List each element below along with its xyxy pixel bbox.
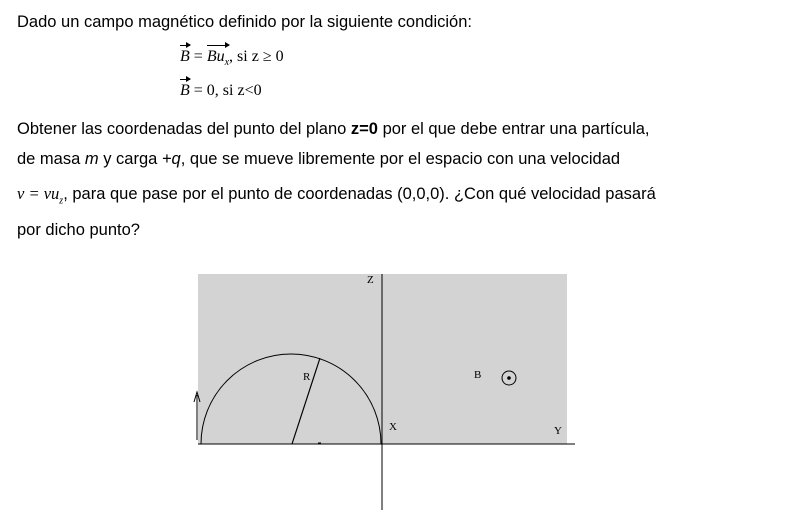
r-label: R: [303, 371, 311, 383]
b-vector-symbol: B: [180, 82, 190, 99]
y-axis-label: Y: [554, 425, 562, 437]
b-label: B: [474, 369, 482, 381]
problem-line-1: Obtener las coordenadas del punto del plano z=0 por el que debe entrar una partícula,: [17, 120, 650, 138]
intro-text: Dado un campo magnético definido por la siguiente condición:: [17, 13, 472, 31]
equation-b-positive: $B = Bu_x$, si z ≥ 0: [180, 48, 284, 69]
problem-line-2: de masa m y carga +q, que se mueve libremente por el espacio con una velocidad: [17, 150, 621, 168]
field-dot-icon: [507, 376, 511, 380]
problem-line-3: $v = vu_z$, para que pase por el punto de coordenadas (0,0,0). ¿Con qué velocidad pasará: [17, 184, 656, 207]
z-axis-label: Z: [367, 274, 374, 286]
x-label: X: [389, 421, 397, 433]
b-vector-symbol: B: [180, 48, 190, 65]
unit-vector-ux: $Bu_x$: [206, 48, 230, 69]
velocity-expression: $v = vu_z$: [17, 184, 64, 207]
equation-b-zero: B = 0, si z<0: [180, 82, 262, 99]
problem-line-4: por dicho punto?: [17, 221, 140, 239]
